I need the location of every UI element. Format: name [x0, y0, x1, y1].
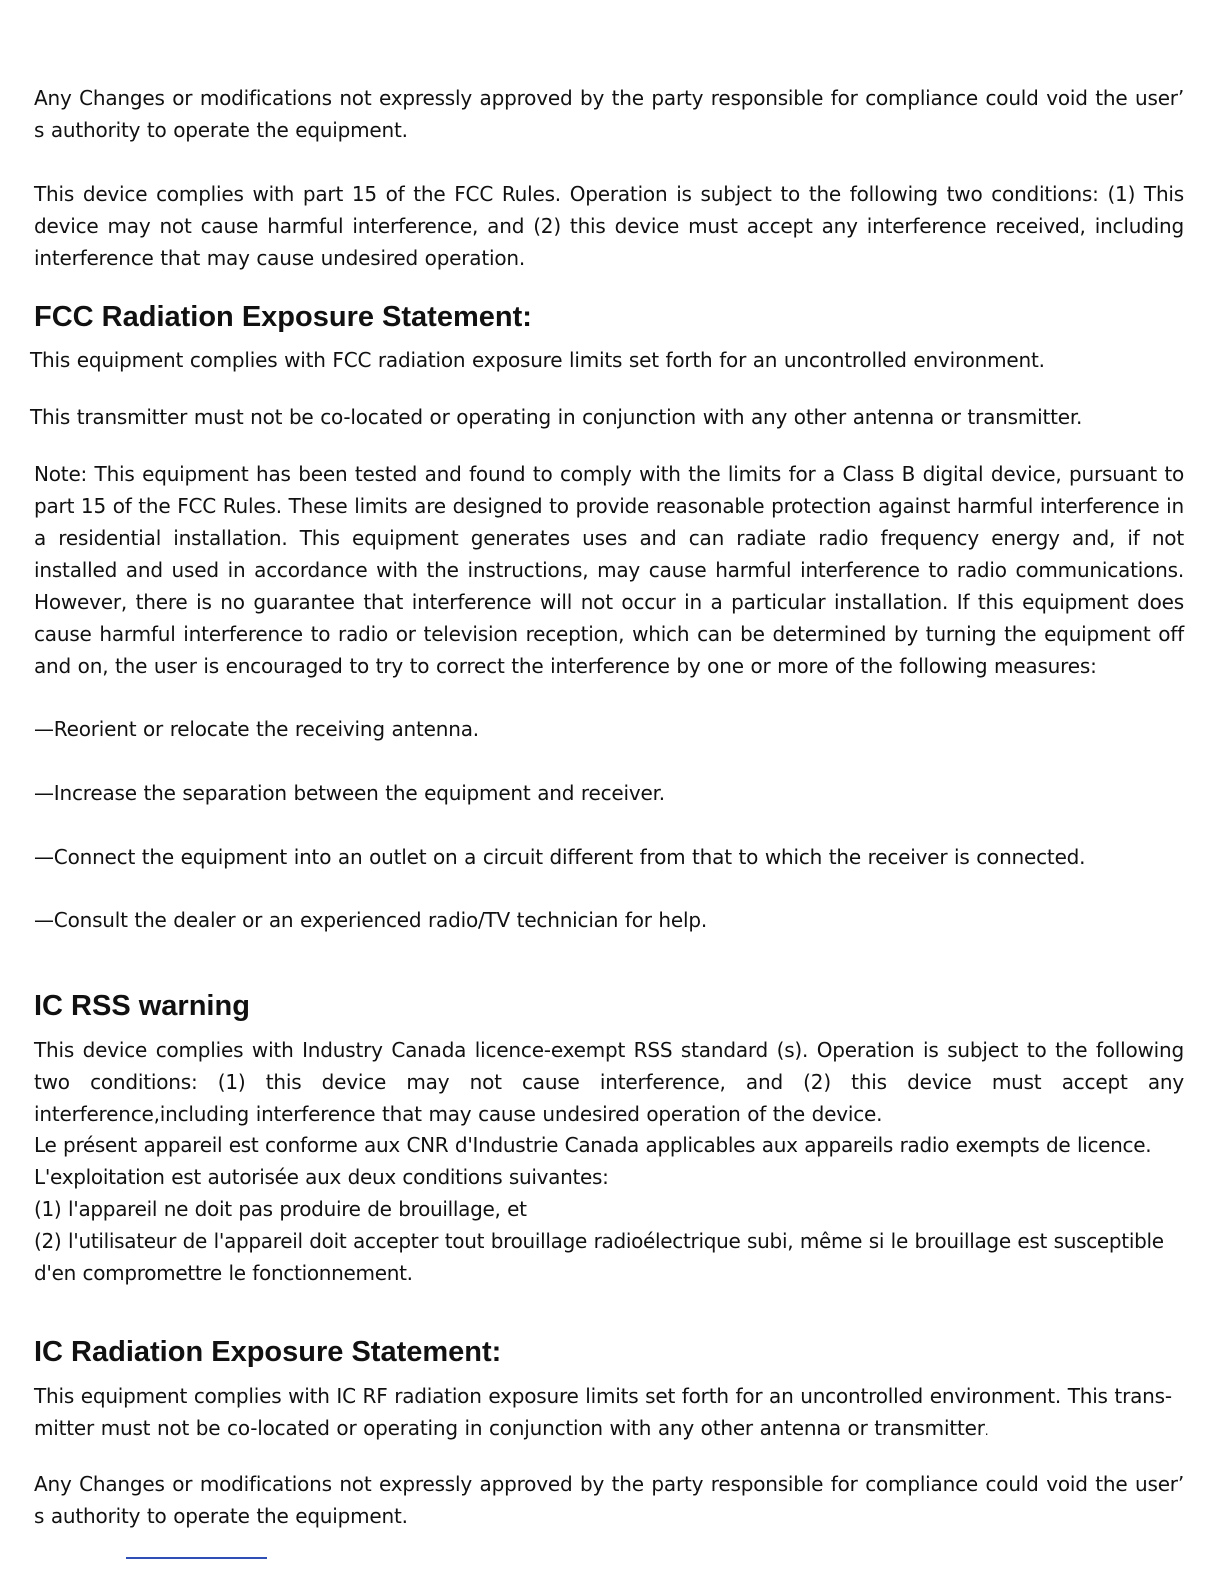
class-b-note: Note: This equipment has been tested and found to comply with the limits for a Class B digital device, pursuant to part 15 of the FCC Rules. These limits are designed to provide reasonable protection against harmful interference in a residential installation. This equipment generates uses and can radiate radio frequency energy and, if not installed and used in accordance with the instructions, may cause harmful interference to radio communications. However, there is no guarantee that interference will not occur in a particular installation. If this equipment does cause harmful interference to radio or television reception, which can be determined by turning the equipment off and on, the user is encouraged to try to correct the interference by one or more of the following measures:: [34, 462, 1184, 678]
french-line: (1) l'appareil ne doit pas produire de brouillage, et: [34, 1197, 527, 1221]
ic-radiation-statement: [34, 1380, 1184, 1447]
measure-item: —Increase the separation between the equipment and receiver.: [34, 781, 665, 805]
ic-radiation-line: [34, 1412, 1184, 1447]
ic-rss-heading: IC RSS warning: [34, 990, 250, 1022]
french-line: L'exploitation est autorisée aux deux conditions suivantes:: [34, 1165, 609, 1189]
french-line: d'en compromettre le fonctionnement.: [34, 1261, 413, 1285]
part15-notice: This device complies with part 15 of the FCC Rules. Operation is subject to the following two conditions: (1) This device may not cause harmful interference, and (2) this device must accept any interference received, including interference that may cause undesired operation.: [34, 182, 1184, 270]
ic-rss-english: This device complies with Industry Canada licence-exempt RSS standard (s). Operation is subject to the following two conditions: (1) this device may not cause interference, and (2) this device must accept any interference,including interference that may cause undesired operation of the device.: [34, 1038, 1184, 1126]
ic-radiation-heading: IC Radiation Exposure Statement:: [34, 1336, 502, 1368]
ic-rss-french: [34, 1129, 1204, 1289]
fcc-radiation-heading: FCC Radiation Exposure Statement:: [34, 301, 532, 333]
changes-notice-top: Any Changes or modifications not expressly approved by the party responsible for compliance could void the user’ s authority to operate the equipment.: [34, 86, 1184, 142]
ic-radiation-line-text: mitter must not be co-located or operating in conjunction with any other antenna or transmitter: [34, 1416, 985, 1440]
french-line: (2) l'utilisateur de l'appareil doit accepter tout brouillage radioélectrique subi, même si le brouillage est susceptible: [34, 1229, 1164, 1253]
measure-item: —Reorient or relocate the receiving antenna.: [34, 717, 479, 741]
measure-item: —Connect the equipment into an outlet on a circuit different from that to which the receiver is connected.: [34, 845, 1086, 869]
changes-notice-bottom: Any Changes or modifications not expressly approved by the party responsible for compliance could void the user’ s authority to operate the equipment.: [34, 1472, 1184, 1528]
fcc-colocation-statement: This transmitter must not be co-located or operating in conjunction with any other antenna or transmitter.: [30, 405, 1083, 429]
french-line: Le présent appareil est conforme aux CNR d'Industrie Canada applicables aux appareils radio exempts de licence.: [34, 1133, 1152, 1157]
measure-item: —Consult the dealer or an experienced radio/TV technician for help.: [34, 908, 708, 932]
fcc-limits-statement: This equipment complies with FCC radiation exposure limits set forth for an uncontrolled environment.: [30, 348, 1045, 372]
footer-rule: [126, 1557, 267, 1559]
ic-radiation-line: This equipment complies with IC RF radiation exposure limits set forth for an uncontrolled environment. This trans-: [34, 1384, 1172, 1408]
trailing-period: .: [984, 1424, 989, 1438]
